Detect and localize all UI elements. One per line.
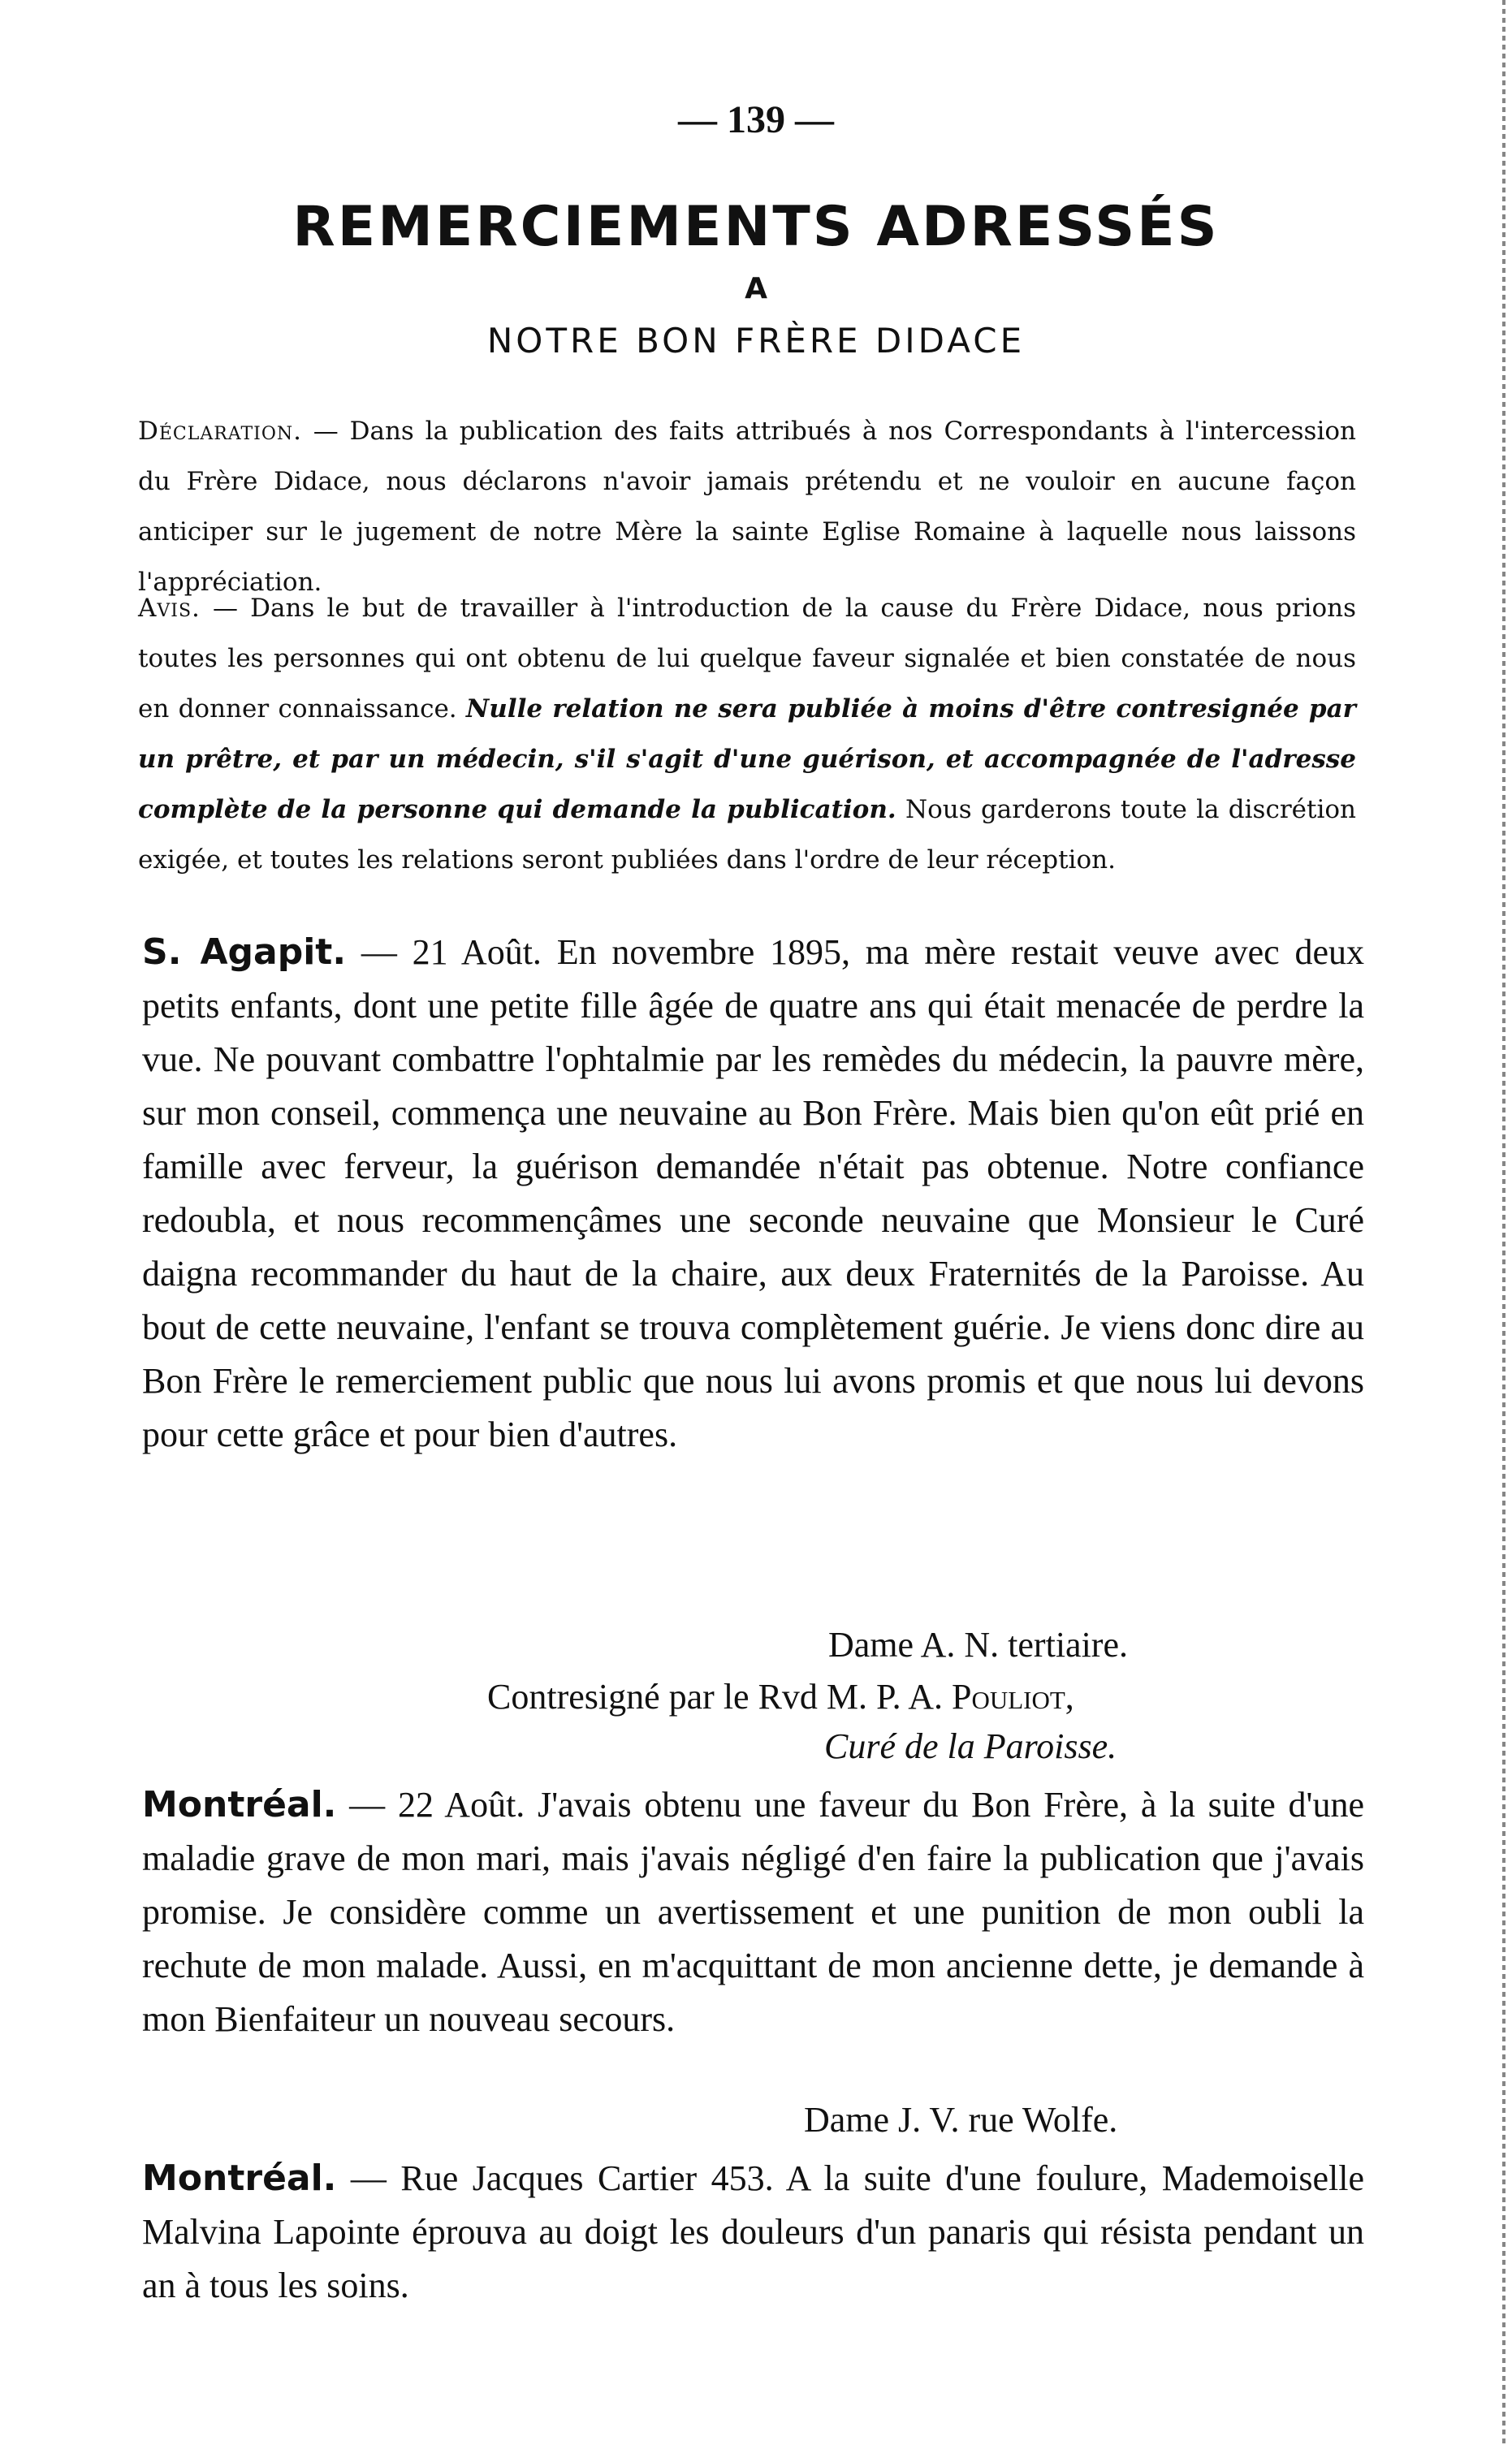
avis-tail-text: Nous garderons toute la discrétion exigée, et toutes les relations seront publiées dans l'ordre de leur réception. <box>138 795 1356 875</box>
avis-text: — Dans le but de travailler à l'introduction de la cause du Frère Didace, nous prions toutes les personnes qui ont obtenu de lui quelque faveur signalée et bien constatée de nous en donner connaissance. <box>138 594 1356 724</box>
declaration-text: — Dans la publication des faits attribués à nos Correspondants à l'intercession du Frère Didace, nous déclarons n'avoir jamais prétendu et ne vouloir en aucune façon anticiper sur le jugement de notre Mère la sainte Eglise Romaine à laquelle nous laissons l'appréciation. <box>138 417 1356 597</box>
countersign-name: Pouliot, <box>951 1677 1074 1717</box>
entry-place: Montréal. <box>142 1784 337 1825</box>
entry-place: S. Agapit. <box>142 931 347 973</box>
countersign-prefix: Contresigné par le Rvd M. P. A. <box>487 1677 952 1717</box>
entry-text: — 22 Août. J'avais obtenu une faveur du Bon Frère, à la suite d'une maladie grave de mon mari, mais j'avais négligé d'en faire la publication que j'avais promise. Je considère comme un avertissement et une punition de mon oubli la rechute de mon malade. Aussi, en m'acquittant de mon ancienne dette, je demande à mon Bienfaiteur un nouveau secours. <box>142 1785 1364 2039</box>
declaration-lead: Déclaration. <box>138 417 302 446</box>
section-subtitle: NOTRE BON FRÈRE DIDACE <box>486 321 1026 361</box>
page-edge-rule <box>1502 0 1506 2445</box>
entry-montreal-2 <box>142 2152 1364 2313</box>
entry-signature: Dame A. N. tertiaire. <box>828 1625 1128 1665</box>
entry-text: — 21 Août. En novembre 1895, ma mère restait veuve avec deux petits enfants, dont une petite fille âgée de quatre ans qui était menacée de perdre la vue. Ne pouvant combattre l'ophtalmie par les remèdes du médecin, la pauvre mère, sur mon conseil, commença une neuvaine au Bon Frère. Mais bien qu'on eût prié en famille avec ferveur, la guérison demandée n'était pas obtenue. Notre confiance redoubla, et nous recommençâmes une seconde neuvaine que Monsieur le Curé daigna recommander du haut de la chaire, aux deux Fraternités de la Paroisse. Au bout de cette neuvaine, l'enfant se trouva complètement guérie. Je viens donc dire au Bon Frère le remerciement public que nous lui avons promis et que nous lui devons pour cette grâce et pour bien d'autres. <box>142 932 1364 1454</box>
avis-paragraph <box>138 583 1356 885</box>
entry-montreal-1 <box>142 1778 1364 2046</box>
countersign-role: Curé de la Paroisse. <box>824 1726 1117 1766</box>
avis-italic-text: Nulle relation ne sera publiée à moins d'être contresignée par un prêtre, et par un médecin, s'il s'agit d'une guérison, et accompagnée de l'adresse complète de la personne qui demande la publication. <box>138 694 1356 824</box>
section-title-a: A <box>745 272 767 305</box>
entry-text: — Rue Jacques Cartier 453. A la suite d'une foulure, Mademoiselle Malvina Lapointe éprouva au doigt les douleurs d'un panaris qui résista pendant un an à tous les soins. <box>142 2158 1364 2305</box>
entry-agapit <box>142 926 1364 1462</box>
entry-signature: Dame J. V. rue Wolfe. <box>804 2100 1118 2140</box>
page-number: — 139 — <box>678 98 834 141</box>
section-title: REMERCIEMENTS ADRESSÉS <box>292 195 1220 259</box>
declaration-paragraph <box>138 406 1356 607</box>
entry-place: Montréal. <box>142 2158 337 2199</box>
entry-countersign <box>487 1676 1074 1717</box>
avis-lead: Avis. <box>138 594 201 623</box>
